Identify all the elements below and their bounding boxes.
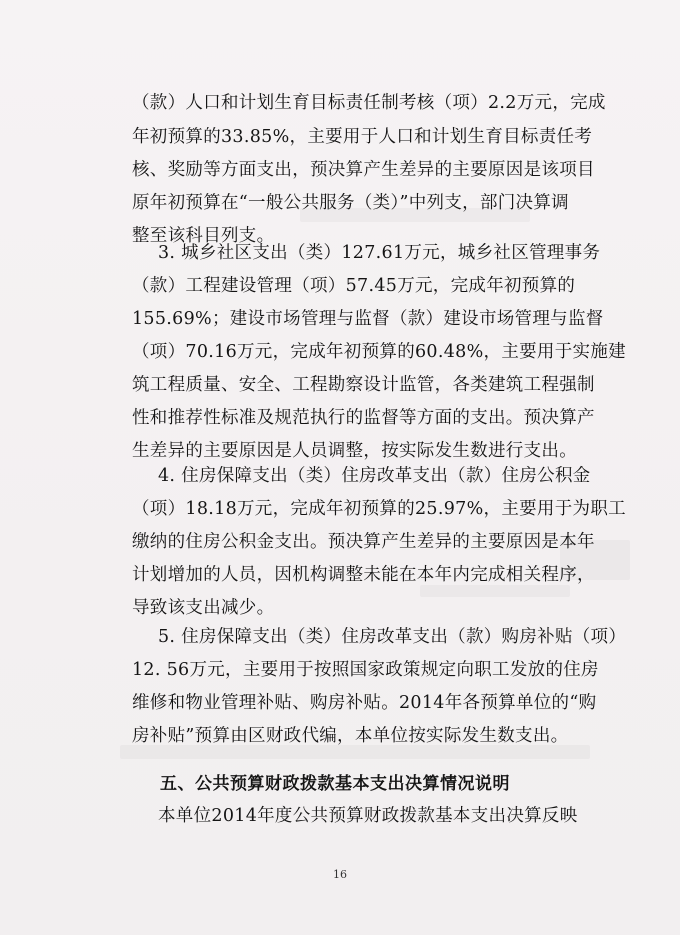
text-line: 155.69%；建设市场管理与监督（款）建设市场管理与监督: [132, 309, 604, 329]
text-line: 生差异的主要原因是人员调整，按实际发生数进行支出。: [132, 441, 577, 461]
text-line: 整至该科目列支。: [132, 226, 275, 246]
text-line: （项）18.18万元，完成年初预算的25.97%，主要用于为职工: [132, 499, 626, 519]
text-line: 12. 56万元，主要用于按照国家政策规定向职工发放的住房: [132, 660, 599, 680]
text-line: （款）工程建设管理（项）57.45万元，完成年初预算的: [132, 276, 576, 296]
text-line: 年初预算的33.85%，主要用于人口和计划生育目标责任考: [132, 127, 593, 147]
page-number: 16: [333, 868, 347, 881]
text-line: 核、奖励等方面支出，预决算产生差异的主要原因是该项目: [132, 160, 595, 180]
text-line: （项）70.16万元，完成年初预算的60.48%，主要用于实施建: [132, 342, 626, 362]
text-line: 缴纳的住房公积金支出。预决算产生差异的主要原因是本年: [132, 532, 595, 552]
text-line: （款）人口和计划生育目标责任制考核（项）2.2万元，完成: [132, 93, 606, 113]
text-line: 筑工程质量、安全、工程勘察设计监管，各类建筑工程强制: [132, 375, 595, 395]
text-line: 3. 城乡社区支出（类）127.61万元，城乡社区管理事务: [158, 243, 601, 263]
text-line: 5. 住房保障支出（类）住房改革支出（款）购房补贴（项）: [158, 627, 627, 647]
text-line: 本单位2014年度公共预算财政拨款基本支出决算反映: [158, 806, 578, 826]
text-line: 原年初预算在“一般公共服务（类）”中列支，部门决算调: [132, 193, 569, 213]
text-line: 4. 住房保障支出（类）住房改革支出（款）住房公积金: [158, 466, 591, 486]
text-line: 计划增加的人员，因机构调整未能在本年内完成相关程序，: [132, 565, 595, 585]
text-line: 性和推荐性标准及规范执行的监督等方面的支出。预决算产: [132, 408, 595, 428]
text-line: 房补贴”预算由区财政代编，本单位按实际发生数支出。: [132, 726, 569, 746]
text-line: 导致该支出减少。: [132, 598, 275, 618]
section-heading: 五、公共预算财政拨款基本支出决算情况说明: [160, 774, 510, 794]
text-line: 维修和物业管理补贴、购房补贴。2014年各预算单位的“购: [132, 693, 597, 713]
